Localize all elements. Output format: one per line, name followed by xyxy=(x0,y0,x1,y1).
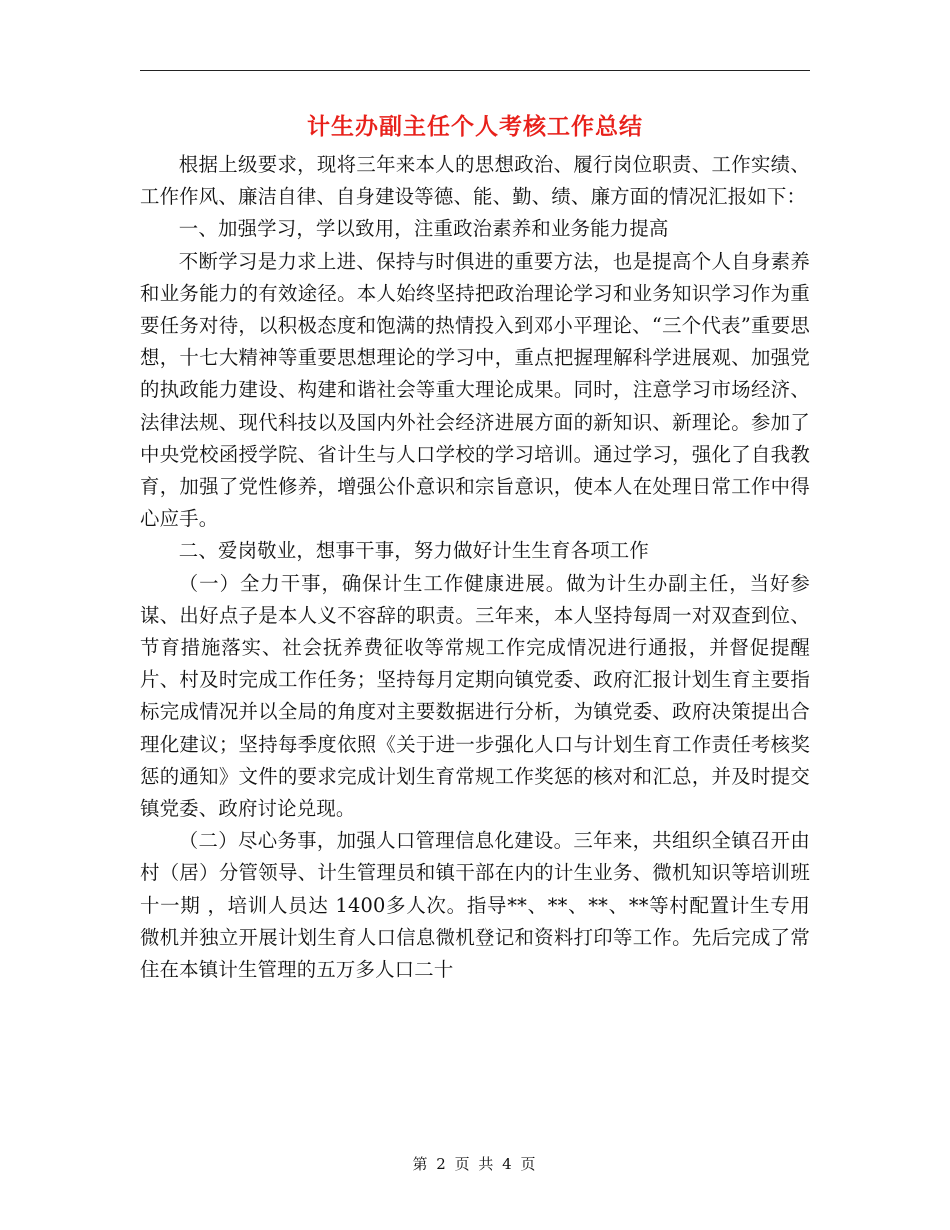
section-heading-1: 一、加强学习，学以致用，注重政治素养和业务能力提高 xyxy=(178,217,669,241)
page-footer: 第 2 页 共 4 页 xyxy=(412,1155,538,1173)
document-body xyxy=(140,149,810,986)
document-title: 计生办副主任个人考核工作总结 xyxy=(307,113,643,140)
paragraph-intro: 根据上级要求，现将三年来本人的思想政治、履行岗位职责、工作实绩、工作作风、廉洁自律、自身建设等德、能、勤、绩、廉方面的情况汇报如下： xyxy=(140,153,810,209)
paragraph-subsection-1: （一）全力干事，确保计生工作健康进展。做为计生办副主任，当好参谋、出好点子是本人义不容辞的职责。三年来，本人坚持每周一对双查到位、节育措施落实、社会抚养费征收等常规工作完成情况进行通报，并督促提醒片、村及时完成工作任务；坚持每月定期向镇党委、政府汇报计划生育主要指标完成情况并以全局的角度对主要数据进行分析，为镇党委、政府决策提出合理化建议；坚持每季度依照《关于进一步强化人口与计划生育工作责任考核奖惩的通知》文件的要求完成计划生育常规工作奖惩的核对和汇总，并及时提交镇党委、政府讨论兑现。 xyxy=(140,571,810,821)
section-heading-2: 二、爱岗敬业，想事干事，努力做好计生生育各项工作 xyxy=(178,539,649,563)
paragraph-study: 不断学习是力求上进、保持与时俱进的重要方法，也是提高个人自身素养和业务能力的有效途径。本人始终坚持把政治理论学习和业务知识学习作为重要任务对待，以积极态度和饱满的热情投入到邓小平理论、“三个代表”重要思想，十七大精神等重要思想理论的学习中，重点把握理解科学进展观、加强党的执政能力建设、构建和谐社会等重大理论成果。同时，注意学习市场经济、法律法规、现代科技以及国内外社会经济进展方面的新知识、新理论。参加了中央党校函授学院、省计生与人口学校的学习培训。通过学习，强化了自我教育，加强了党性修养，增强公仆意识和宗旨意识，使本人在处理日常工作中得心应手。 xyxy=(140,249,810,531)
paragraph-subsection-2: （二）尽心务事，加强人口管理信息化建设。三年来，共组织全镇召开由村（居）分管领导、计生管理员和镇干部在内的计生业务、微机知识等培训班十一期 ，培训人员达 1400多人次。指导**、**、**、**等村配置计生专用微机并独立开展计划生育人口信息微机登记和资料打印等工作。先后完成了常住在本镇计生管理的五万多人口二十 xyxy=(140,829,810,982)
header-rule xyxy=(140,70,810,71)
